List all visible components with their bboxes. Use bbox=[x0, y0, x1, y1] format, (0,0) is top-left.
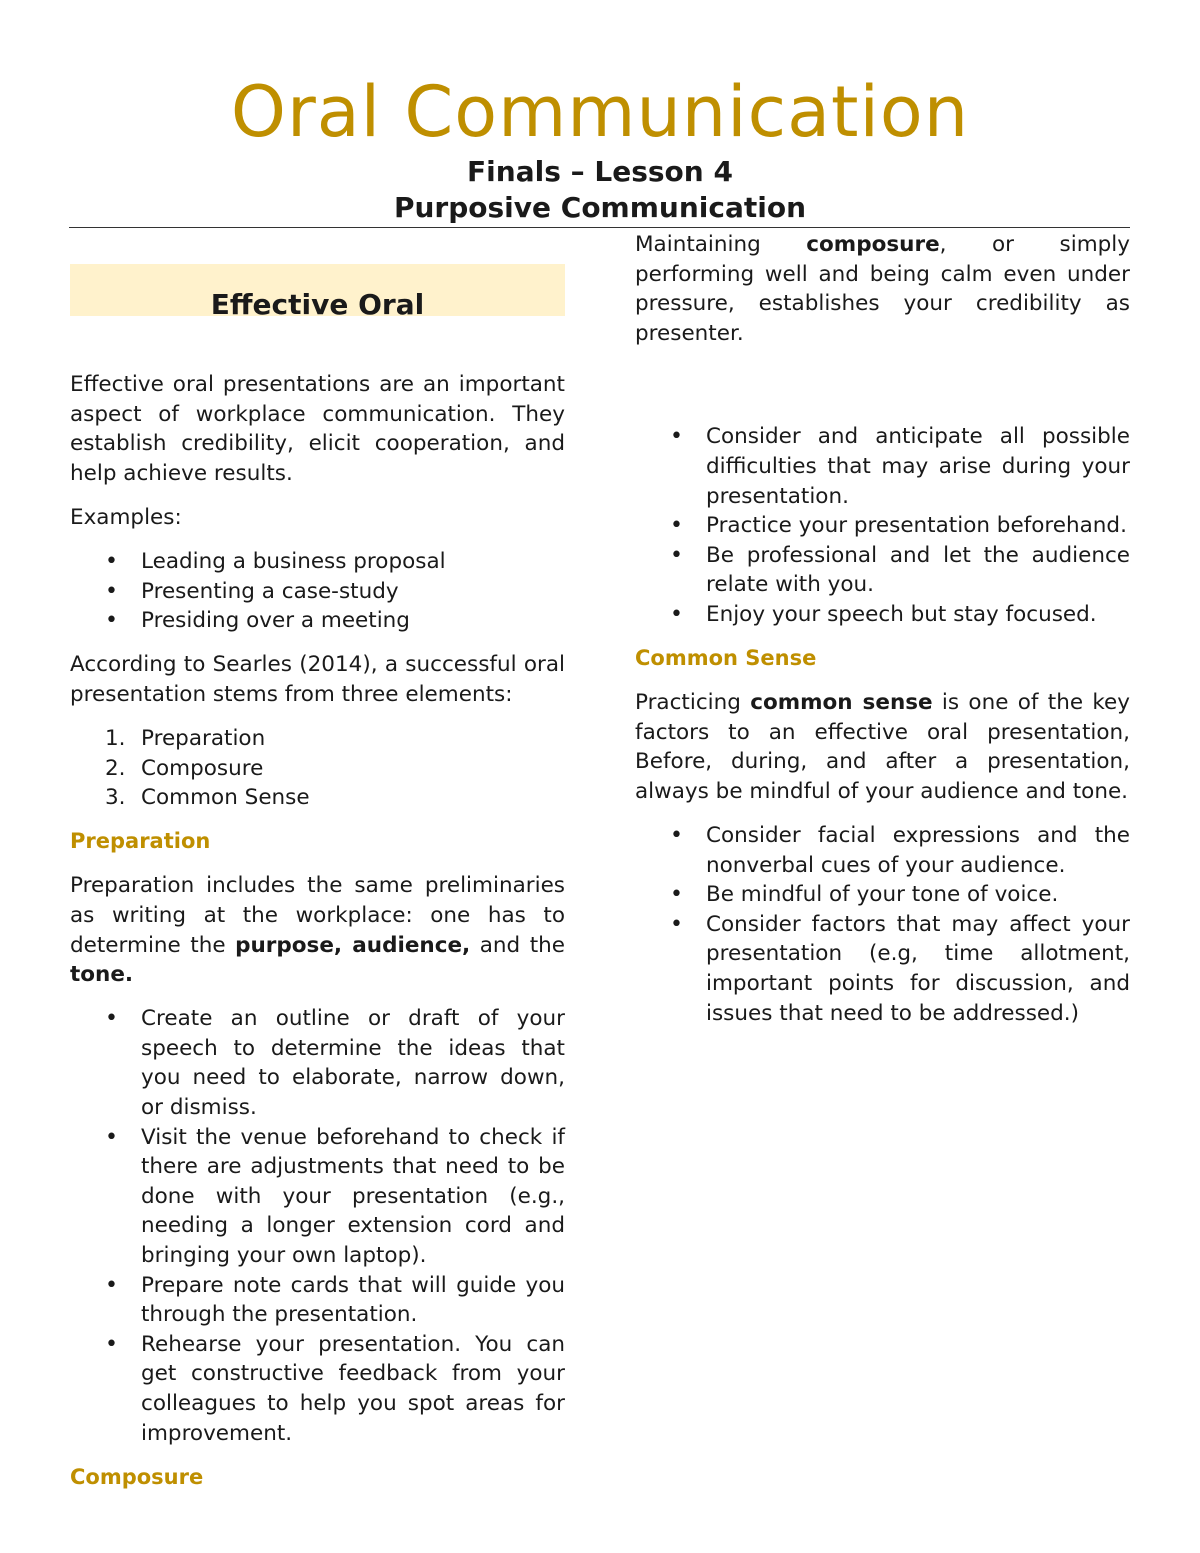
list-item: • Practice your presentation beforehand. bbox=[635, 511, 1130, 541]
document-title: Oral Communication bbox=[230, 71, 970, 153]
right-column bbox=[635, 230, 1130, 1043]
preparation-list bbox=[70, 1004, 565, 1448]
list-text: Common Sense bbox=[141, 785, 310, 811]
banner-heading: Effective Oral bbox=[210, 288, 425, 321]
list-item: • Be mindful of your tone of voice. bbox=[635, 880, 1130, 910]
list-number: 2. bbox=[105, 755, 126, 781]
intro-paragraph: Effective oral presentations are an important aspect of workplace communication. They establish credibility, elicit cooperation, and help achieve results. bbox=[70, 372, 565, 486]
list-item: • Presiding over a meeting bbox=[70, 606, 565, 636]
list-item: • Leading a business proposal bbox=[70, 547, 565, 577]
text-run: , or simply performing well and being calm even under pressure, establishes your credibility as presenter. bbox=[635, 232, 1130, 346]
common-sense-list bbox=[635, 821, 1130, 1028]
searles-paragraph: According to Searles (2014), a successful oral presentation stems from three elements: bbox=[70, 652, 565, 707]
preparation-paragraph bbox=[70, 871, 565, 989]
bold-run: purpose, audience, bbox=[235, 932, 471, 958]
bold-run: composure bbox=[806, 232, 940, 257]
list-item: • Create an outline or draft of your speech to determine the ideas that you need to elaborate, narrow down, or dismiss. bbox=[70, 1004, 565, 1122]
banner-wrap bbox=[70, 264, 565, 370]
list-item bbox=[70, 754, 565, 784]
list-text: Composure bbox=[141, 755, 264, 781]
text-run: and the bbox=[470, 932, 566, 958]
list-number: 3. bbox=[105, 785, 126, 811]
list-item: • Consider facial expressions and the nonverbal cues of your audience. bbox=[635, 821, 1130, 880]
list-number: 1. bbox=[105, 725, 126, 751]
list-item: • Enjoy your speech but stay focused. bbox=[635, 600, 1130, 630]
elements-list bbox=[70, 724, 565, 813]
examples-label: Examples: bbox=[70, 504, 182, 530]
left-column bbox=[70, 230, 565, 1507]
course-subtitle: Purposive Communication bbox=[393, 191, 807, 224]
list-item: • Consider factors that may affect your presentation (e.g, time allotment, important points for discussion, and issues that need to be addressed.) bbox=[635, 910, 1130, 1028]
common-sense-heading: Common Sense bbox=[635, 646, 817, 671]
examples-list bbox=[70, 547, 565, 636]
composure-heading: Composure bbox=[70, 1464, 204, 1489]
header-divider bbox=[69, 227, 1130, 228]
list-item bbox=[70, 724, 565, 754]
list-item: • Prepare note cards that will guide you through the presentation. bbox=[70, 1271, 565, 1330]
composure-list bbox=[635, 422, 1130, 629]
section-banner bbox=[70, 264, 565, 321]
list-text: Preparation bbox=[141, 725, 266, 751]
text-run: Practicing bbox=[635, 690, 751, 716]
bold-run: common sense bbox=[750, 690, 933, 716]
bold-run: tone. bbox=[70, 962, 134, 988]
preparation-heading: Preparation bbox=[70, 829, 211, 854]
composure-paragraph bbox=[635, 230, 1130, 348]
list-item: • Rehearse your presentation. You can get constructive feedback from your colleagues to help you spot areas for improvement. bbox=[70, 1330, 565, 1448]
lesson-subtitle: Finals – Lesson 4 bbox=[467, 155, 733, 188]
list-item bbox=[70, 783, 565, 813]
text-run: is one of the key factors to an effective oral presentation, Before, during, and after a presentation, always be mindful of your audience and tone. bbox=[635, 690, 1130, 804]
list-item: • Be professional and let the audience relate with you. bbox=[635, 541, 1130, 600]
text-run: Maintaining bbox=[635, 232, 807, 257]
text-run: Preparation includes the same preliminaries as writing at the workplace: one has to determine the bbox=[70, 873, 565, 958]
list-item: • Consider and anticipate all possible difficulties that may arise during your presentation. bbox=[635, 422, 1130, 511]
list-item: • Visit the venue beforehand to check if there are adjustments that need to be done with your presentation (e.g., needing a longer extension cord and bringing your own laptop). bbox=[70, 1123, 565, 1271]
common-sense-paragraph bbox=[635, 688, 1130, 806]
list-item: • Presenting a case-study bbox=[70, 577, 565, 607]
